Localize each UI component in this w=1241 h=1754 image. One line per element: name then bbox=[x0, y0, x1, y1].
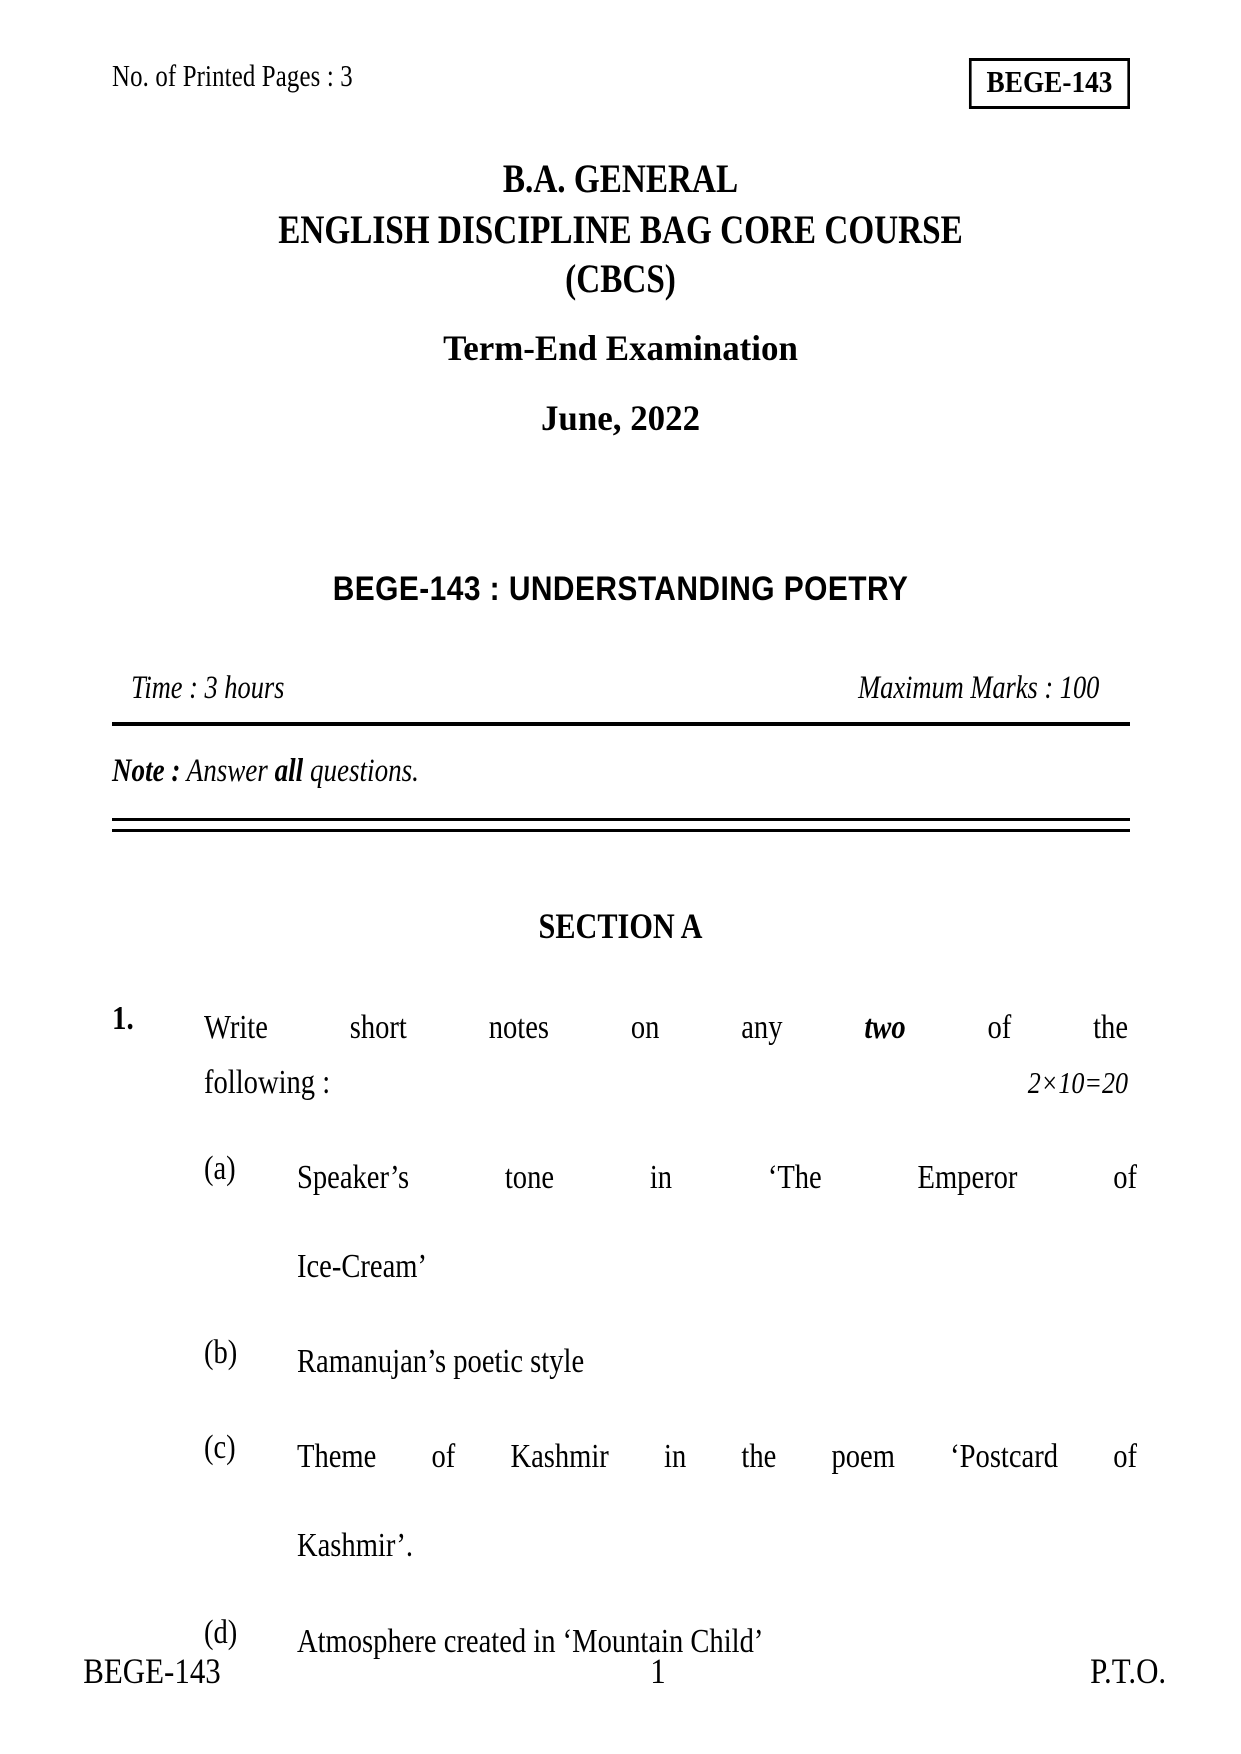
subquestion-a-body bbox=[297, 1150, 1137, 1294]
question-1-number: 1. bbox=[112, 1000, 134, 1037]
maximum-marks: Maximum Marks : 100 bbox=[858, 670, 1100, 706]
subquestion-b bbox=[112, 1334, 1130, 1389]
question-1-line-1 bbox=[204, 1000, 1128, 1055]
page-header bbox=[112, 58, 1130, 109]
question-1-line-2 bbox=[204, 1055, 1128, 1110]
page-footer bbox=[72, 1650, 1172, 1692]
note-label: Note : bbox=[112, 753, 181, 789]
title-line-program: B.A. GENERAL bbox=[502, 156, 739, 201]
subquestion-a-label: (a) bbox=[204, 1150, 236, 1188]
printed-pages-label: No. of Printed Pages : 3 bbox=[112, 58, 353, 93]
subquestion-b-line-1: Ramanujan’s poetic style bbox=[297, 1343, 585, 1381]
subquestion-a bbox=[112, 1150, 1137, 1294]
section-heading: SECTION A bbox=[538, 906, 703, 946]
subquestion-c-label: (c) bbox=[204, 1429, 236, 1467]
question-1 bbox=[112, 1000, 1130, 1110]
subquestion-d-label: (d) bbox=[204, 1613, 238, 1651]
instruction-note bbox=[112, 753, 947, 790]
subquestion-a-line-1: Speaker’s tone in ‘The Emperor of bbox=[297, 1159, 1137, 1197]
subquestion-b-label: (b) bbox=[204, 1334, 238, 1372]
note-text-before: Answer bbox=[186, 753, 268, 789]
subquestion-c-line-1: Theme of Kashmir in the poem ‘Postcard of bbox=[297, 1438, 1137, 1476]
question-1-body bbox=[204, 1000, 1128, 1110]
subquestion-c bbox=[112, 1429, 1137, 1573]
title-line-exam-type: Term-End Examination bbox=[443, 327, 798, 368]
question-1-text-part1: Write short notes on any bbox=[204, 1009, 783, 1046]
note-text-after: questions. bbox=[309, 753, 419, 789]
title-line-course: ENGLISH DISCIPLINE BAG CORE COURSE bbox=[278, 207, 963, 253]
exam-duration: Time : 3 hours bbox=[131, 670, 285, 706]
subquestion-b-body bbox=[297, 1334, 1137, 1389]
question-1-text-part2: of the bbox=[987, 1009, 1129, 1046]
title-line-scheme: (CBCS) bbox=[565, 256, 676, 302]
divider-double bbox=[112, 818, 1130, 832]
exam-meta-row bbox=[112, 670, 1130, 707]
footer-pto: P.T.O. bbox=[1089, 1651, 1166, 1691]
subquestion-a-line-2: Ice-Cream’ bbox=[297, 1248, 428, 1286]
subquestion-c-line-2: Kashmir’. bbox=[297, 1527, 414, 1565]
title-line-session: June, 2022 bbox=[540, 398, 701, 439]
divider-single bbox=[112, 722, 1130, 726]
question-1-emphasis: two bbox=[864, 1009, 906, 1046]
footer-page-number: 1 bbox=[650, 1651, 666, 1691]
question-1-following: following : bbox=[204, 1064, 331, 1102]
note-emphasis: all bbox=[274, 753, 304, 789]
title-block bbox=[0, 155, 1241, 440]
subject-heading: BEGE-143 : UNDERSTANDING POETRY bbox=[332, 570, 909, 608]
course-code-box: BEGE-143 bbox=[969, 58, 1130, 109]
subquestion-c-body bbox=[297, 1429, 1137, 1573]
question-1-marks: 2×10=20 bbox=[1027, 1065, 1128, 1101]
questions-list bbox=[112, 1000, 1137, 1703]
footer-course-code: BEGE-143 bbox=[83, 1651, 221, 1691]
subquestion-d-line-1: Atmosphere created in ‘Mountain Child’ bbox=[297, 1622, 764, 1660]
